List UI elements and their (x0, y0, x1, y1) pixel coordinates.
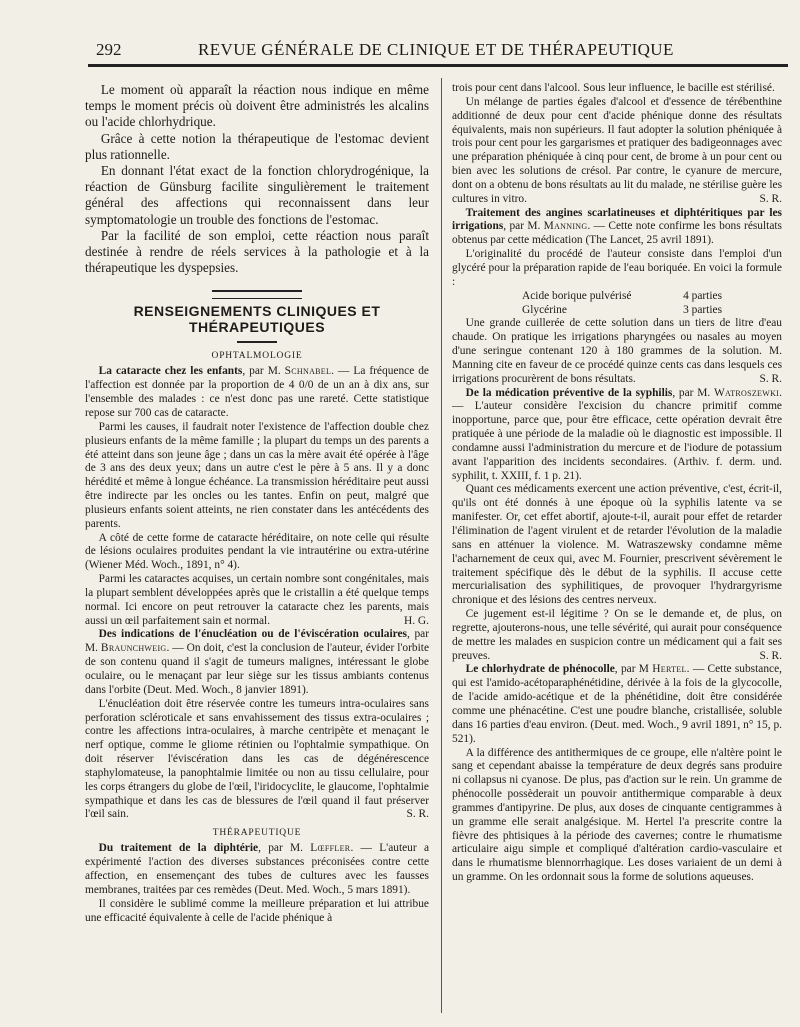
paragraph (452, 317, 782, 386)
section-ornament-rule (212, 290, 302, 299)
signature: S. R. (759, 649, 782, 662)
paragraph (452, 608, 782, 663)
paragraph: Il considère le sublimé comme la meilleure préparation et lui attribue une efficacité équivalente à celle de l'acide phénique à (85, 897, 429, 924)
text: L'énucléation doit être réservée contre les tumeurs intra-oculaires sans perforation scléroticale et sans envahissement des tissus extra-oculaires ; contre les affections intra-oculaires, à marche centripète et menaçant le nerf optique, comme le gliome rétinien ou l'ophtalmie sympathique. On doit réserver l'éviscération dans les cas de dégénérescence staphylomateuse, la panophtalmie limitée ou non au tissu cellulaire, pour les corps étrangers du globe de l'œil, l'iridocyclite, le glaucome, l'ophtalmie sympathique et dans les cas de blessures de l'œil quand il faut préserver l'œil sain. (85, 697, 429, 821)
paragraph (85, 698, 429, 823)
author-name: Braunchweig (100, 642, 167, 655)
page-number: 292 (96, 40, 122, 59)
paragraph: Parmi les causes, il faudrait noter l'existence de l'affection double chez plusieurs enfants de la même famille ; la plupart du temps un des parents a été atteint dans son jeune âge ; dans un cas la mère avait été opérée à l'âge de 3 ans des deux yeux; dans un autre c'est le père à 5 ans. Il y a donc hérédité et même à longue échéance. La transmission héréditaire peut aussi être indirecte par les oncles ou les tantes. Enfin on peut, malgré que plusieurs enfants soient atteints, ne rien constater dans les antécédents des parents. (85, 420, 429, 530)
formula-row (522, 304, 722, 318)
article-text: . — On doit, c'est la conclusion de l'auteur, évider l'orbite de son contenu quand il s'agit de tumeurs malignes, intéressant le globe oculaire, ou le menaçant par leur siège sur les tissus ambiants contenus dans l'orbite (Deut. Med. Woch., 8 janvier 1891). (85, 642, 429, 696)
author-name: Watroszewki (713, 386, 780, 399)
author-name: Manning (543, 220, 588, 233)
article-title: Du traitement de la diphtérie (98, 842, 259, 855)
article-title: Le chlorhydrate de phénocolle (465, 663, 615, 676)
author-name: Schnabel (284, 365, 332, 378)
paragraph: Grâce à cette notion la thérapeutique de l'estomac devient plus rationnelle. (85, 130, 429, 162)
left-column (85, 82, 429, 925)
paragraph (452, 96, 782, 207)
paragraph: L'originalité du procédé de l'auteur consiste dans l'emploi d'un glycéré pour la préparation rapide de l'eau boriquée. En voici la formule : (452, 248, 782, 288)
author-name: Lœffler (310, 842, 351, 855)
article-text: . — L'auteur considère l'excision du chancre primitif comme inopportune, parce que, pour être efficace, cette opération devrait être pratiquée à une période de la maladie où le diagnostic est impossible. Il condamne aussi l'administration du mercure et de l'iodure de potassium avant l'apparition des incidents secondaires. (Arthiv. f. derm. und. syphilit, t. XXIII, f. 1 p. 21). (452, 386, 782, 482)
article-text: . — Cette note confirme les bons résultats obtenus par cette médication (The Lancet, 25 avril 1891). (452, 220, 782, 247)
column-divider (441, 78, 442, 1013)
article-paragraph (85, 365, 429, 420)
subsection-title: OPHTALMOLOGIE (211, 351, 303, 362)
text: , par M. (85, 628, 429, 655)
section-ornament-rule (237, 341, 277, 345)
paragraph: trois pour cent dans l'alcool. Sous leur influence, le bacille est stérilisé. (452, 82, 775, 94)
ingredient-name: Glycérine (522, 303, 567, 316)
text: Ce jugement est-il légitime ? On se le demande et, de plus, on regrette, ajouterons-nous, une telle sévérité, qui aurait pour conséquence de mettre les malades en suspicion contre un médicament qui a fait ses preuves. (452, 608, 782, 662)
article-paragraph (85, 628, 429, 697)
article-title: Des indications de l'énucléation ou de l'éviscération oculaires (98, 628, 407, 641)
text: Un mélange de parties égales d'alcool et d'essence de térébenthine additionné de deux pour cent d'acide phénique donne des résultats équivalents, mais non supérieurs. Il faut adopter la solution phéniquée à trois pour cent pour les gargarismes et pratiquer des badigeonnages avec une préparation phéniquée à cinq pour cent, de brome à un pour cent ou bien avec les solutions de crésol. Par contre, le cyanure de mercure, dont on a obtenu de bons résultats au lit du malade, ne stérilise guère les cultures in vitro. (452, 95, 783, 205)
article-text: . — La fréquence de l'affection est donnée par la proportion de 4 0/0 de un an à dix ans, sur l'ensemble des malades : ce n'est donc pas une rareté. Cette statistique repose sur 700 cas de cataracte. (85, 365, 429, 419)
text: Une grande cuillerée de cette solution dans un tiers de litre d'eau chaude. On pratique les irrigations pharyngées ou nasales au moyen d'une seringue contenant 120 à 180 grammes de la solution. M. Manning cite en faveur de ce procédé quinze cents cas dans lesquels ces irrigations procurèrent de bons résultats. (452, 317, 782, 385)
article-title: La cataracte chez les enfants (98, 365, 243, 378)
article-title: Traitement des angines scarlatineuses et diphtéritiques par les irrigations (452, 206, 782, 233)
ingredient-quantity: 4 parties (683, 289, 722, 302)
header-rule (88, 64, 788, 67)
running-title: REVUE GÉNÉRALE DE CLINIQUE ET DE THÉRAPEUTIQUE (198, 40, 674, 59)
page-header (88, 34, 788, 64)
section-title: RENSEIGNEMENTS CLINIQUES ET THÉRAPEUTIQUES (133, 303, 381, 336)
paragraph (85, 573, 429, 628)
ingredient-name: Acide borique pulvérisé (522, 289, 632, 302)
article-paragraph (452, 663, 782, 746)
formula-table (522, 290, 722, 318)
signature: S. R. (406, 808, 429, 821)
text: , par M (614, 663, 653, 676)
article-title: De la médication préventive de la syphilis (465, 386, 673, 399)
article-text: . — L'auteur a expérimenté l'action des diverses substances préconisées contre cette affection, en ensemençant des tubes de cultures avec les fausses membranes, traitées par ces remèdes (Deut. Med. Woch., 5 mars 1891). (85, 842, 429, 896)
subsection-title: THÉRAPEUTIQUE (212, 828, 302, 839)
article-paragraph (452, 387, 782, 484)
paragraph: A côté de cette forme de cataracte héréditaire, on note celle qui résulte de lésions oculaires produites pendant la vie intrautérine ou extra-utérine (Wiener Méd. Woch., 1891, n° 4). (85, 531, 429, 572)
text: , par M. (258, 842, 311, 855)
right-column (452, 82, 782, 885)
ingredient-quantity: 3 parties (683, 303, 722, 316)
formula-row (522, 290, 722, 304)
signature: S. R. (759, 372, 782, 385)
article-paragraph (452, 207, 782, 249)
article-text: . — Cette substance, qui est l'amido-acétoparaphénétidine, dérivée à la fois de la glycocolle, de l'acide amido-acétique et de la phénétidine, doit être considérée comme une phénacétine. C'est une poudre blanche, cristallisée, soluble dans 16 parties d'eau environ. (Deut. med. Woch., 9 avril 1891, n° 15, p. 521). (452, 663, 782, 745)
paragraph: Le moment où apparaît la réaction nous indique en même temps le moment précis où doivent être administrés les alcalins ou l'acide chlorhydrique. (85, 82, 429, 130)
text: , par M. (242, 365, 285, 378)
text: , par M. (503, 220, 544, 233)
signature: S. R. (759, 192, 782, 205)
paragraph: Quant ces médicaments exercent une action préventive, c'est, écrit-il, qu'ils ont été donnés à une époque où la syphilis latente va se manifester. Or, cet effet abortif, ajoute-t-il, aurait pour effet de retarder l'élimination de l'agent virulent et de retarder l'évolution de la maladie sans en atténuer la violence. M. Watraszewsky condamne même l'acharnement de ceux qui, avec M. Fournier, prescrivent sévèrement le traitement spécifique dès le début de la syphilis. Il accuse cette mercurialisation des syphilitiques, de provoquer l'hydrargyrisme chronique et des lésions des centres nerveux. (452, 483, 782, 607)
text: Parmi les cataractes acquises, un certain nombre sont congénitales, mais la plupart semblent développées après que le cristallin a été quelque temps normal. Ici encore on peut retrouver la cataracte chez les parents, mais aussi un œil parfaitement sain et normal. (85, 573, 429, 627)
author-name: Hertel (652, 663, 687, 676)
signature: H. G. (404, 614, 429, 627)
paragraph: A la différence des antithermiques de ce groupe, elle n'altère point le sang et cependant abaisse la température de deux degrés sans produire ni collapsus ni cyanose. De plus, pas d'action sur le rein. Un gramme de phénocolle possèderait un pouvoir antithermique comparable à deux grammes d'antipyrine. De plus, aux doses de cinquante centigrammes à un gramme elle serait analgésique. M. Hertel l'a prescrite contre la fièvre des phtisiques à la période des cavernes; contre le rhumatisme articulaire aigu simple et compliqué d'altération cardio-vasculaire et dans le rhumatisme blennorrhagique. Les doses variaient de un demi à un gramme. On les ordonnait sous la forme de solutions aqueuses. (452, 746, 782, 884)
paragraph: Par la facilité de son emploi, cette réaction nous paraît destinée à rendre de réels services à la pathologie et à la thérapeutique les dyspepsies. (85, 227, 429, 276)
article-paragraph (85, 842, 429, 897)
text: , par M. (672, 386, 714, 399)
paragraph: En donnant l'état exact de la fonction chlorydrogénique, la réaction de Günsburg facilite singulièrement le traitement général des affections qui reconnaissent dans leur symptomatologie un trouble des fonctions de l'estomac. (85, 163, 429, 227)
